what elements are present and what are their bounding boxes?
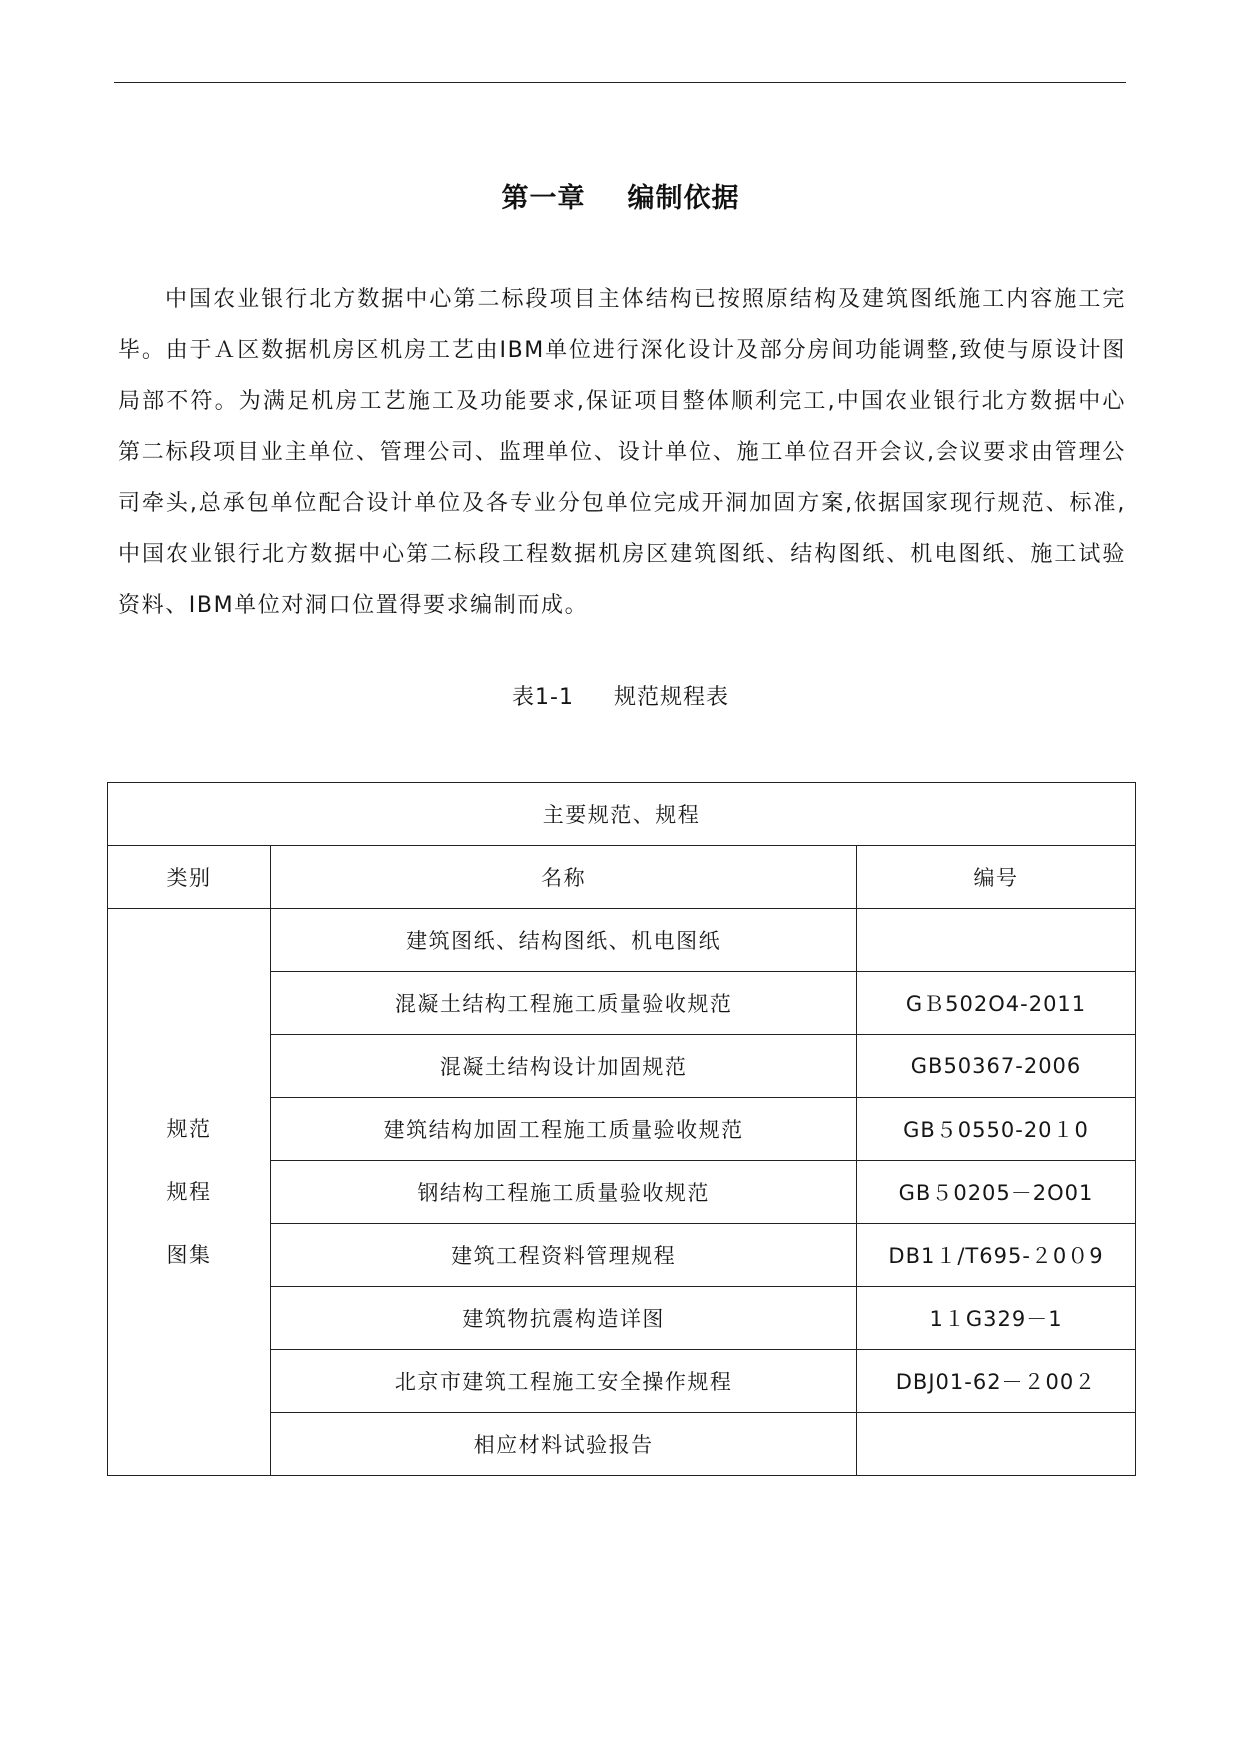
header-rule	[114, 82, 1126, 83]
row-code: GB50367-2006	[857, 1035, 1136, 1098]
chapter-name: 编制依据	[627, 183, 740, 214]
header-category: 类别	[108, 846, 271, 909]
row-code: GB５0550-20１0	[857, 1098, 1136, 1161]
category-line: 规程	[166, 1179, 212, 1204]
table-row	[108, 909, 1136, 972]
row-code: GB５0205－2O01	[857, 1161, 1136, 1224]
category-line: 图集	[166, 1242, 212, 1267]
table-title-cell: 主要规范、规程	[108, 783, 1136, 846]
row-code	[857, 909, 1136, 972]
table-header-row	[108, 846, 1136, 909]
table-caption-title: 规范规程表	[613, 685, 729, 710]
body-paragraph: 中国农业银行北方数据中心第二标段项目主体结构已按照原结构及建筑图纸施工内容施工完毕。由于Ａ区数据机房区机房工艺由IBM单位进行深化设计及部分房间功能调整,致使与原设计图局部不符。为满足机房工艺施工及功能要求,保证项目整体顺利完工,中国农业银行北方数据中心第二标段项目业主单位、管理公司、监理单位、设计单位、施工单位召开会议,会议要求由管理公司牵头,总承包单位配合设计单位及各专业分包单位完成开洞加固方案,依据国家现行规范、标准,中国农业银行北方数据中心第二标段工程数据机房区建筑图纸、结构图纸、机电图纸、施工试验资料、IBM单位对洞口位置得要求编制而成。	[118, 287, 1126, 618]
row-name: 混凝土结构工程施工质量验收规范	[271, 972, 857, 1035]
header-code: 编号	[857, 846, 1136, 909]
row-code: DBJ01-62－２00２	[857, 1350, 1136, 1413]
row-code: GＢ502O4-2011	[857, 972, 1136, 1035]
row-name: 相应材料试验报告	[271, 1413, 857, 1476]
row-name: 混凝土结构设计加固规范	[271, 1035, 857, 1098]
spec-table-body	[108, 783, 1136, 1476]
row-code: 1１G329－1	[857, 1287, 1136, 1350]
row-name: 建筑工程资料管理规程	[271, 1224, 857, 1287]
chapter-title	[0, 176, 1241, 215]
table-caption	[0, 680, 1241, 711]
row-name: 建筑物抗震构造详图	[271, 1287, 857, 1350]
row-name: 建筑图纸、结构图纸、机电图纸	[271, 909, 857, 972]
row-name: 钢结构工程施工质量验收规范	[271, 1161, 857, 1224]
row-code: DB1１/T695-２0０9	[857, 1224, 1136, 1287]
category-line: 规范	[166, 1116, 212, 1141]
header-name: 名称	[271, 846, 857, 909]
row-code	[857, 1413, 1136, 1476]
category-cell	[108, 909, 271, 1476]
table-title-row	[108, 783, 1136, 846]
chapter-number: 第一章	[501, 183, 586, 214]
table-caption-number: 表1-1	[512, 685, 574, 710]
spec-table	[107, 782, 1136, 1476]
row-name: 建筑结构加固工程施工质量验收规范	[271, 1098, 857, 1161]
row-name: 北京市建筑工程施工安全操作规程	[271, 1350, 857, 1413]
